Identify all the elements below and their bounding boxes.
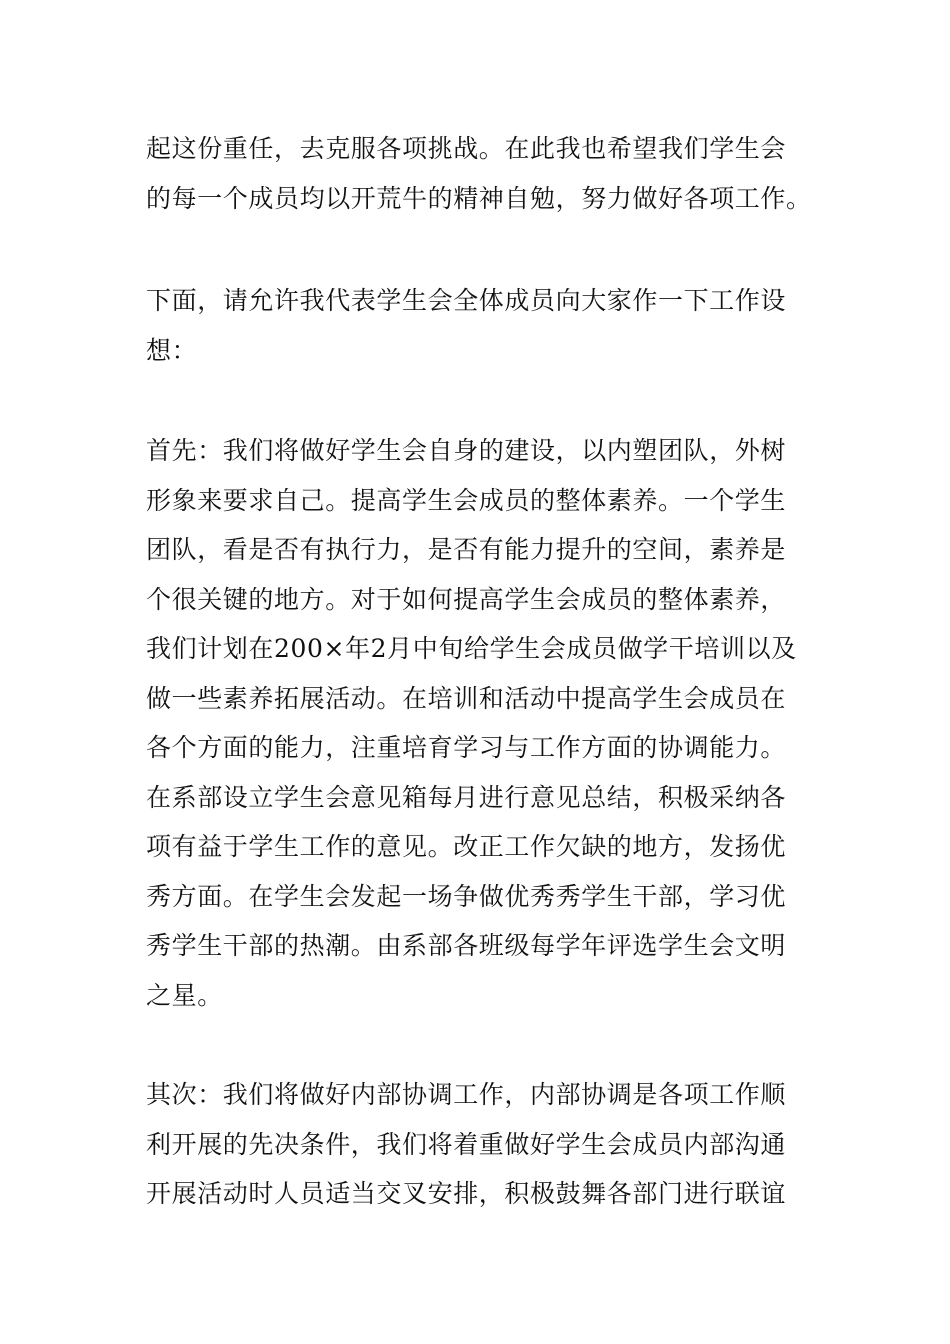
text-line: 开展活动时人员适当交叉安排，积极鼓舞各部门进行联谊 (146, 1179, 787, 1208)
text-line: 秀学生干部的热潮。由系部各班级每学年评选学生会文明 (146, 931, 787, 960)
text-line: 其次：我们将做好内部协调工作，内部协调是各项工作顺 (146, 1080, 787, 1109)
text-line: 下面，请允许我代表学生会全体成员向大家作一下工作设 (146, 286, 787, 315)
text-line: 在系部设立学生会意见箱每月进行意见总结，积极采纳各 (146, 782, 787, 812)
text-line: 的每一个成员均以开荒牛的精神自勉，努力做好各项工作。 (146, 183, 812, 213)
text-line: 项有益于学生工作的意见。改正工作欠缺的地方，发扬优 (146, 832, 787, 861)
text-line: 各个方面的能力，注重培育学习与工作方面的协调能力。 (146, 733, 787, 762)
text-line: 形象来要求自己。提高学生会成员的整体素养。一个学生 (146, 485, 787, 515)
text-line: 做一些素养拓展活动。在培训和活动中提高学生会成员在 (146, 683, 787, 713)
text-line: 利开展的先决条件，我们将着重做好学生会成员内部沟通 (146, 1129, 787, 1159)
paragraph-1 (146, 124, 826, 223)
text-line: 团队，看是否有执行力，是否有能力提升的空间，素养是 (146, 535, 787, 564)
text-line: 我们计划在200×年2月中旬给学生会成员做学干培训以及 (146, 634, 797, 663)
text-line: 秀方面。在学生会发起一场争做优秀秀学生干部，学习优 (146, 881, 787, 911)
paragraph-2 (146, 276, 826, 375)
text-line: 首先：我们将做好学生会自身的建设，以内塑团队，外树 (146, 436, 787, 465)
paragraph-4 (146, 1070, 826, 1219)
paragraph-3 (146, 426, 826, 1020)
text-line: 个很关键的地方。对于如何提高学生会成员的整体素养， (146, 584, 787, 614)
text-line: 想： (146, 335, 198, 365)
text-line: 起这份重任，去克服各项挑战。在此我也希望我们学生会 (146, 134, 787, 163)
text-line: 之星。 (146, 980, 223, 1010)
